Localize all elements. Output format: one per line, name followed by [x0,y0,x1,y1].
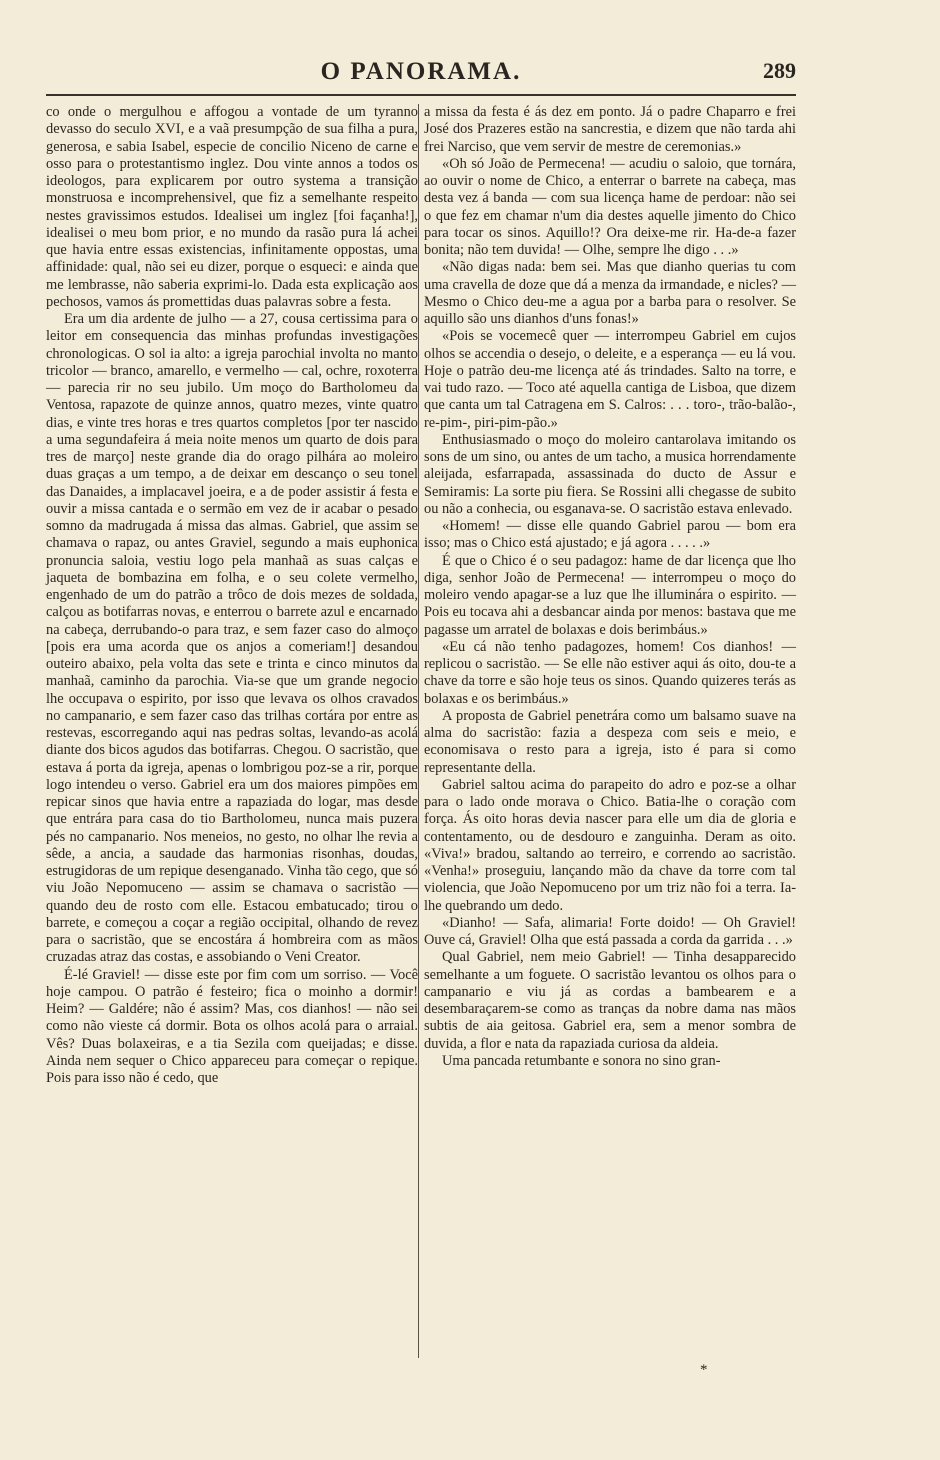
paragraph: É que o Chico é o seu padagoz: hame de dar licença que lho diga, senhor João de Permecena! — interrompeu o moço do moleiro vendo apagar-se a luz que lhe illuminára o espirito. — Pois eu tocava ahi a desbancar ainda por menos: bastava que me pagasse um arratel de bolaxas e dois berimbáus.» [424,552,796,638]
paragraph: a missa da festa é ás dez em ponto. Já o padre Chaparro e frei José dos Prazeres estão na sancrestia, e dizem que não tarda ahi frei Narciso, que vem servir de mestre de ceremonias.» [424,104,796,155]
paragraph: É-lé Graviel! — disse este por fim com um sorriso. — Você hoje campou. O patrão é festeiro; fica o moinho a dormir! Heim? — Galdére; não é assim? Mas, cos dianhos! — não sei como não vieste cá dormir. Bota os olhos acolá para o arraial. Vês? Duas bolaxeiras, e a tia Sezila com queijadas; e disse. Ainda nem sequer o Chico appareceu para começar o repique. Pois para isso não é cedo, que [46,966,418,1086]
paragraph: «Não digas nada: bem sei. Mas que dianho querias tu com uma cravella de doze que dá a menza da irmandade, e nicles? — Mesmo o Chico deu-me a agua por a barba para o resolver. Se aquillo são uns dianhos d'uns fonas!» [424,259,796,327]
column-divider [418,104,419,1358]
paragraph: co onde o mergulhou e affogou a vontade de um tyranno devasso do seculo XVI, e a vaã presumpção de sua filha a pura, generosa, e sabia Isabel, especie de concilio Niceno de carne e osso para o protestantismo inglez. Dou vinte annos a todos os ideologos, para explicarem por outro systema a transição monstruosa e incomprehensivel, que fiz a semelhante respeito nestes gravissimos estudos. Idealisei um inglez [foi façanha!], idealisei o meu bom prior, e no mundo da rasão pura lá achei que havia entre essas existencias, infinitamente oppostas, uma affinidade: qual, não sei eu dizer, porque o esqueci: e ainda que me lembrasse, não saberia exprimi-lo. Dada esta explicação aos pechosos, vamos ás promettidas duas palavras sobre a festa. [46,104,418,310]
journal-title: O PANORAMA. [320,58,522,85]
paragraph: A proposta de Gabriel penetrára como um balsamo suave na alma do sacristão: fazia a despeza com seis e meio, e economisava o resto para a igreja, isto é para si como representante della. [424,707,796,776]
paragraph: Gabriel saltou acima do parapeito do adro e poz-se a olhar para o lado onde morava o Chico. Batia-lhe o coração com força. Ás oito horas devia nascer para elle um dia de gloria e contentamento, ou de desdouro e zanguinha. Deram as oito. «Viva!» bradou, saltando ao terreiro, e correndo ao sacristão. «Venha!» proseguiu, lançando mão da chave da torre com tal violencia, que João Nepomuceno por um triz não foi a terra. Ia-lhe quebrando um dedo. [424,776,796,914]
footer-mark: * [700,1362,708,1378]
paragraph: Era um dia ardente de julho — a 27, cousa certissima para o leitor em consequencia das minhas profundas investigações chronologicas. O sol ia alto: a igreja parochial involta no manto tricolor — branco, amarello, e vermelho — cal, ochre, roxoterra — parecia rir no seu jubilo. Um moço do Bartholomeu da Ventosa, rapazote de quinze annos, quatro mezes, vinte quatro dias, e vinte tres horas e tres quartos completos [por ter nascido a uma segundafeira á meia noite menos um quarto de dois para tres de março] neste grande dia do orago pilhára ao moleiro duas graças a um tempo, a de deixar em descanço o seu tonel das Danaides, a implacavel joeira, e a de poder assistir á festa e ouvir a missa cantada e o sermão em vez de ir acabar o pesado somno da madrugada á missa das almas. Gabriel, que assim se chamava o rapaz, ou antes Graviel, segundo a mais euphonica pronuncia saloia, vestiu logo pela manhaã as suas calças e jaqueta de bombazina em folha, e o seu colete vermelho, engenhado de um do patrão a trôco de dois mezes de soldada, calçou as botifarras novas, e enterrou o barrete azul e encarnado na cabeça, derrubando-o para traz, e sem fazer caso do almoço [pois era uma acorda que os anjos a comeriam!] desandou outeiro abaixo, pela volta das sete e trinta e cinco minutos da manhaã, caminho da parochia. Via-se que um grande negocio lhe occupava o espirito, por isso que levava os olhos cravados no campanario, e sem fazer caso das trilhas cortára por entre as restevas, escorregando aqui nas pedras soltas, levando-as acolá diante dos bicos agudos das botifarras. Chegou. O sacristão, que estava á porta da igreja, apenas o lombrigou poz-se a rir, porque logo intendeu o verso. Gabriel era um dos maiores pimpões em repicar sinos que havia entre a rapaziada do logar, mas desde que entrára para casa do tio Bartholomeu, nunca mais puzera pés no campanario. Nos meneios, no gesto, no olhar lhe revia a sêde, a ancia, a saudade das harmonias risonhas, doudas, estrugidoras de um repique desenganado. Vinha tão cego, que só viu João Nepomuceno — assim se chamava o sacristão — quando deu de rosto com elle. Estacou embatucado; tirou o barrete, e começou a coçar a região occipital, olhando de revez para o sacristão, que se encostára á hombreira com as mãos cruzadas atraz das costas, e assobiando o Veni Creator. [46,311,418,966]
paragraph: Enthusiasmado o moço do moleiro cantarolava imitando os sons de um sino, ou antes de um tacho, a musica horrendamente aleijada, esfarrapada, assassinada do ducto de Assur e Semiramis: La sorte piu fiera. Se Rossini alli chegasse de subito ou não a conhecia, ou esganava-se. O sacristão estava enlevado. [424,431,796,517]
paragraph: «Oh só João de Permecena! — acudiu o saloio, que tornára, ao ouvir o nome de Chico, a enterrar o barrete na cabeça, mas desta vez á banda — com sua licença hame de perdoar: não sei o que fez em chamar n'um dia destes aquelle jimento do Chico para tocar os sinos. Aquillo!? Ora deixe-me rir. Ha-de-a fazer bonita; não tem duvida! — Olhe, sempre lhe digo . . .» [424,155,796,258]
right-column [424,104,796,1070]
paragraph: «Pois se vocemecê quer — interrompeu Gabriel em cujos olhos se accendia o desejo, o deleite, e a esperança — eu lá vou. Hoje o patrão deu-me licença até ás trindades. Salto na torre, e vai tudo razo. — Toco até aquella cantiga de Lisboa, que dizem que canta um tal Catragena em S. Calros: . . . toro-, trão-balão-, re-pim-, piri-pim-pão.» [424,328,796,431]
page-header [46,56,796,90]
paragraph: «Homem! — disse elle quando Gabriel parou — bom era isso; mas o Chico está ajustado; e já agora . . . . .» [424,518,796,552]
paragraph: «Eu cá não tenho padagozes, homem! Cos dianhos! — replicou o sacristão. — Se elle não estiver aqui ás oito, dou-te a chave da torre e são hoje teus os sinos. Quando quizeres terás as bolaxas e os berimbáus.» [424,638,796,707]
paragraph: «Dianho! — Safa, alimaria! Forte doido! — Oh Graviel! Ouve cá, Graviel! Olha que está passada a corda da garrida . . .» [424,914,796,948]
paragraph: Uma pancada retumbante e sonora no sino gran- [442,1052,721,1069]
page-number: 289 [763,58,796,83]
header-rule [46,94,796,96]
left-column [46,104,418,1087]
paragraph: Qual Gabriel, nem meio Gabriel! — Tinha desapparecido semelhante a um foguete. O sacristão levantou os olhos para o campanario e viu já as cordas a bambearem e a desembaraçarem-se como as tranças da nobre dama nas mãos subtis de aia geitosa. Gabriel era, sem a menor sombra de duvida, a flor e nata da rapaziada curiosa da aldeia. [424,949,796,1052]
